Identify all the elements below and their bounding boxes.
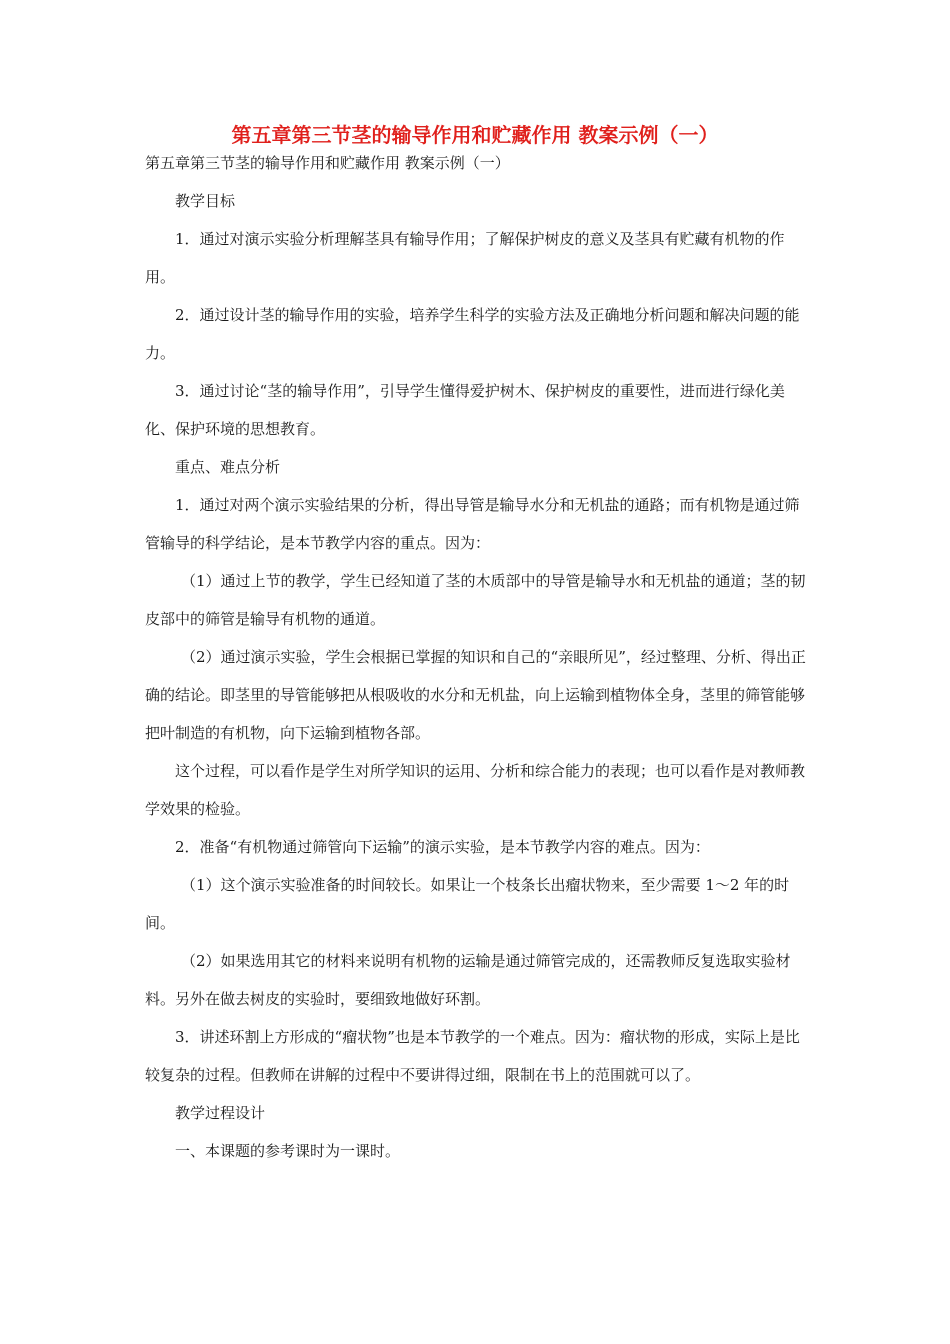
paragraph: 1．通过对演示实验分析理解茎具有输导作用；了解保护树皮的意义及茎具有贮藏有机物的作用。 bbox=[145, 230, 785, 286]
paragraph: 1．通过对两个演示实验结果的分析，得出导管是输导水分和无机盐的通路；而有机物是通过筛管输导的科学结论，是本节教学内容的重点。因为： bbox=[145, 496, 800, 552]
paragraph: 2．准备“有机物通过筛管向下运输”的演示实验，是本节教学内容的难点。因为： bbox=[175, 838, 710, 856]
paragraph: （2）如果选用其它的材料来说明有机物的运输是通过筛管完成的，还需教师反复选取实验材料。另外在做去树皮的实验时，要细致地做好环割。 bbox=[145, 952, 791, 1008]
document-body bbox=[145, 150, 813, 1170]
paragraph: 2．通过设计茎的输导作用的实验，培养学生科学的实验方法及正确地分析问题和解决问题的能力。 bbox=[145, 306, 800, 362]
paragraph: （1）通过上节的教学，学生已经知道了茎的木质部中的导管是输导水和无机盐的通道；茎的韧皮部中的筛管是输导有机物的通道。 bbox=[145, 572, 806, 628]
paragraph: 一、本课题的参考课时为一课时。 bbox=[175, 1142, 401, 1160]
section-heading-key-points: 重点、难点分析 bbox=[175, 458, 281, 476]
paragraph: （2）通过演示实验，学生会根据已掌握的知识和自己的“亲眼所见”，经过整理、分析、得出正确的结论。即茎里的导管能够把从根吸收的水分和无机盐，向上运输到植物体全身，茎里的筛管能够把叶制造的有机物，向下运输到植物各部。 bbox=[145, 648, 806, 742]
paragraph: 3．讲述环割上方形成的“瘤状物”也是本节教学的一个难点。因为：瘤状物的形成，实际上是比较复杂的过程。但教师在讲解的过程中不要讲得过细，限制在书上的范围就可以了。 bbox=[145, 1028, 800, 1084]
paragraph: （1）这个演示实验准备的时间较长。如果让一个枝条长出瘤状物来，至少需要 1～2 年的时间。 bbox=[145, 876, 790, 932]
paragraph: 3．通过讨论“茎的输导作用”，引导学生懂得爱护树木、保护树皮的重要性，进而进行绿化美化、保护环境的思想教育。 bbox=[145, 382, 785, 438]
section-heading-process: 教学过程设计 bbox=[175, 1104, 266, 1122]
paragraph: 这个过程，可以看作是学生对所学知识的运用、分析和综合能力的表现；也可以看作是对教师教学效果的检验。 bbox=[145, 762, 806, 818]
document-subtitle: 第五章第三节茎的输导作用和贮藏作用 教案示例（一） bbox=[145, 154, 510, 172]
document-title: 第五章第三节茎的输导作用和贮藏作用 教案示例（一） bbox=[231, 123, 719, 147]
section-heading-objectives: 教学目标 bbox=[175, 192, 236, 210]
